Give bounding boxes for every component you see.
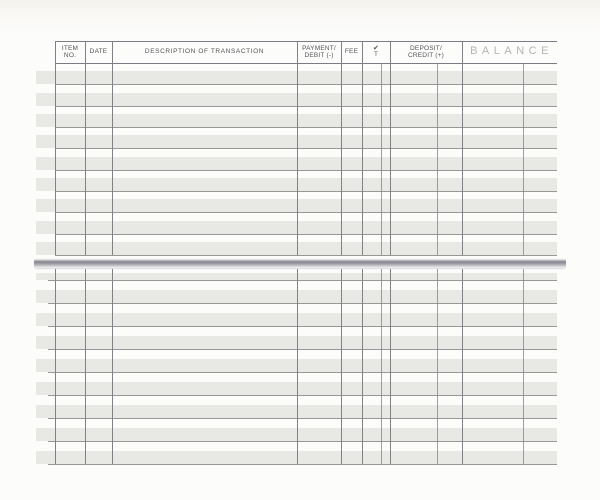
grid-line-vertical <box>55 41 56 255</box>
col-header-description <box>112 41 297 63</box>
grid-line-vertical <box>362 269 363 464</box>
grid-line-horizontal <box>48 441 557 442</box>
col-header-deposit-line2: CREDIT (+) <box>407 52 444 59</box>
col-header-balance <box>462 41 557 63</box>
grid-line-horizontal <box>55 106 557 107</box>
col-header-balance-label: BALANCE <box>470 45 553 58</box>
grid-line-horizontal <box>55 255 557 256</box>
grid-line-vertical <box>362 41 363 255</box>
col-header-date <box>85 41 112 63</box>
grid-line-horizontal <box>48 464 557 465</box>
grid-line-vertical <box>462 41 463 255</box>
col-header-check-t-label: T <box>374 52 378 58</box>
grid-line-vertical <box>341 269 342 464</box>
grid-line-horizontal <box>48 395 557 396</box>
grid-line-vertical-subdivider <box>437 269 438 464</box>
grid-line-vertical <box>55 269 56 464</box>
col-header-check-t <box>362 41 390 63</box>
grid-line-vertical <box>85 41 86 255</box>
grid-line-vertical <box>390 269 391 464</box>
grid-line-horizontal <box>55 170 557 171</box>
grid-line-vertical-subdivider <box>523 63 524 255</box>
grid-line-vertical <box>112 41 113 255</box>
col-header-date-label: DATE <box>89 48 108 56</box>
grid-line-vertical <box>390 41 391 255</box>
grid-line-vertical-subdivider <box>381 63 382 255</box>
register-header-bottom-border <box>55 63 557 64</box>
register-header-top-border <box>55 41 557 42</box>
col-header-item-no <box>55 41 85 63</box>
grid-line-horizontal <box>48 326 557 327</box>
grid-line-vertical-subdivider <box>523 269 524 464</box>
grid-line-vertical-subdivider <box>381 269 382 464</box>
grid-line-horizontal <box>48 280 557 281</box>
grid-line-horizontal <box>48 418 557 419</box>
grid-line-horizontal <box>55 84 557 85</box>
col-header-item-no-line1: ITEM <box>61 44 79 52</box>
grid-line-vertical-subdivider <box>437 63 438 255</box>
col-header-item-no-line2: NO. <box>63 52 77 59</box>
grid-line-horizontal <box>55 234 557 235</box>
grid-line-vertical <box>462 269 463 464</box>
col-header-fee <box>341 41 362 63</box>
grid-line-vertical <box>297 41 298 255</box>
grid-line-vertical <box>85 269 86 464</box>
col-header-deposit-credit <box>390 41 462 63</box>
scan-artifact-tint <box>0 0 600 34</box>
grid-line-horizontal <box>48 349 557 350</box>
grid-line-horizontal <box>55 212 557 213</box>
col-header-payment-line2: DEBIT (-) <box>304 52 334 59</box>
col-header-deposit-line1: DEPOSIT/ <box>410 44 442 52</box>
grid-line-vertical <box>341 41 342 255</box>
col-header-payment-debit <box>297 41 341 63</box>
grid-line-horizontal <box>55 148 557 149</box>
grid-line-horizontal <box>48 303 557 304</box>
col-header-payment-line1: PAYMENT/ <box>302 44 336 52</box>
grid-line-horizontal <box>55 127 557 128</box>
grid-line-horizontal <box>48 372 557 373</box>
grid-line-horizontal <box>55 191 557 192</box>
grid-line-vertical <box>112 269 113 464</box>
col-header-description-label: DESCRIPTION OF TRANSACTION <box>144 48 265 56</box>
col-header-fee-label: FEE <box>344 48 359 56</box>
grid-line-vertical <box>297 269 298 464</box>
checkmark-icon: ✔ <box>372 45 380 52</box>
spiral-binding-bar <box>34 258 566 268</box>
